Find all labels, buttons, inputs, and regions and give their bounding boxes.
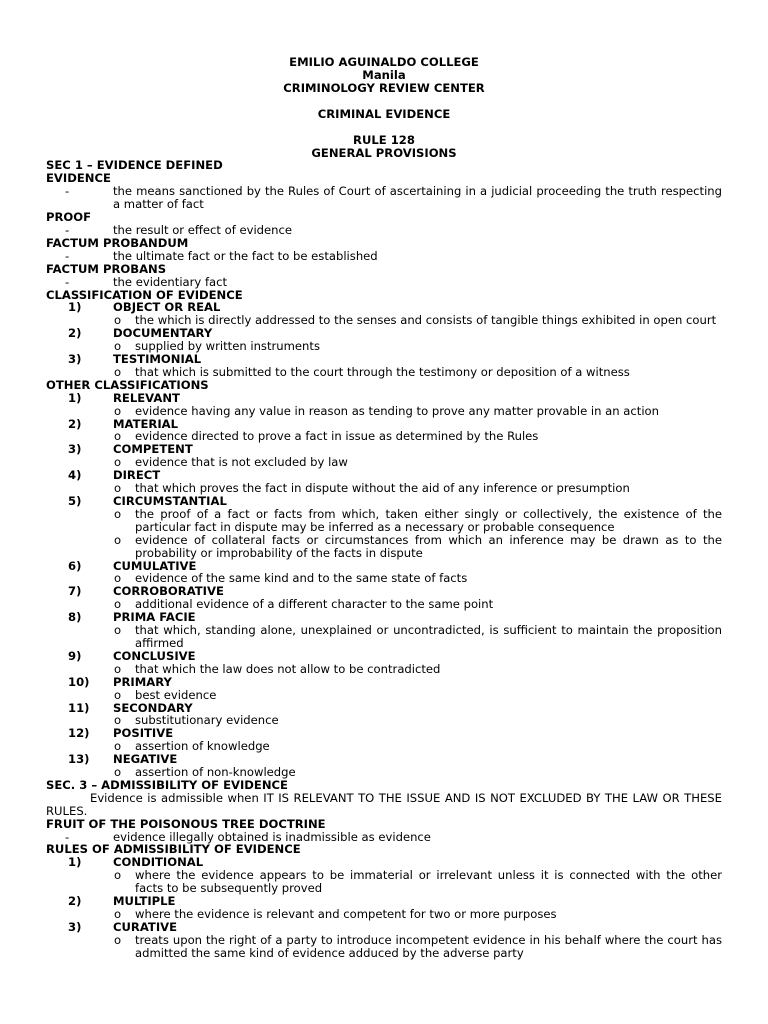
sec3-paragraph: Evidence is admissible when IT IS RELEVANT TO THE ISSUE AND IS NOT EXCLUDED BY THE LAW OR THESE RULES. — [46, 790, 722, 818]
sub-bullet-text: assertion of knowledge — [135, 739, 270, 754]
sub-bullet-text: treats upon the right of a party to introduce incompetent evidence in his behalf where the court has admitted the same kind of evidence adduced by the adverse party — [135, 932, 722, 960]
sub-bullet-item — [46, 869, 722, 895]
sub-bullet-text: evidence of collateral facts or circumstances from which an inference may be drawn as to the probability or improbability of the facts in dispute — [135, 532, 722, 560]
item-name: MULTIPLE — [113, 894, 176, 909]
dash-marker: - — [65, 274, 70, 289]
item-number: 4) — [68, 468, 82, 483]
item-name: POSITIVE — [113, 726, 174, 741]
sub-bullet-text: substitutionary evidence — [135, 713, 279, 728]
item-name: NEGATIVE — [113, 752, 178, 767]
item-name: PRIMA FACIE — [113, 610, 196, 625]
item-name: TESTIMONIAL — [113, 352, 202, 367]
item-name: CURATIVE — [113, 919, 178, 934]
term-factum-probandum: FACTUM PROBANDUM — [46, 235, 189, 250]
sec3-heading: SEC. 3 – ADMISSIBILITY OF EVIDENCE — [46, 777, 288, 792]
bullet-marker: o — [114, 571, 122, 586]
item-number: 1) — [68, 390, 82, 405]
item-name: CONCLUSIVE — [113, 648, 196, 663]
term-factum-probans: FACTUM PROBANS — [46, 261, 167, 276]
sub-bullet-item — [46, 624, 722, 650]
classification-list — [46, 301, 722, 378]
item-number: 2) — [68, 416, 82, 431]
rule-number: RULE 128 — [353, 132, 415, 147]
other-classifications-heading: OTHER CLASSIFICATIONS — [46, 377, 209, 392]
bullet-marker: o — [114, 506, 122, 521]
sub-bullet-text: that which is submitted to the court through the testimony or deposition of a witness — [135, 364, 630, 379]
sub-bullet-item — [46, 934, 722, 960]
sub-bullet-text: that which the law does not allow to be contradicted — [135, 661, 441, 676]
sub-bullet-text: best evidence — [135, 687, 217, 702]
item-name: SECONDARY — [113, 700, 193, 715]
sub-bullet-text: the proof of a fact or facts from which, taken either singly or collectively, the existence of the particular fact in dispute may be inferred as a necessary or probable consequence — [135, 506, 722, 534]
bullet-marker: o — [114, 339, 122, 354]
item-name: CORROBORATIVE — [113, 584, 224, 599]
dash-marker: - — [65, 829, 70, 844]
item-name: CONDITIONAL — [113, 855, 204, 870]
bullet-marker: o — [114, 687, 122, 702]
fruit-doctrine-heading: FRUIT OF THE POISONOUS TREE DOCTRINE — [46, 816, 326, 831]
bullet-marker: o — [114, 403, 122, 418]
bullet-marker: o — [114, 455, 122, 470]
item-number: 10) — [68, 674, 90, 689]
rule-title: GENERAL PROVISIONS — [311, 145, 457, 160]
city-name: Manila — [362, 67, 406, 82]
dash-marker: - — [65, 184, 70, 199]
bullet-marker: o — [114, 364, 122, 379]
item-number: 2) — [68, 894, 82, 909]
sub-bullet-text: where the evidence appears to be immaterial or irrelevant unless it is connected with the other facts to be subsequently proved — [135, 868, 722, 896]
item-name: RELEVANT — [113, 390, 180, 405]
definition-text: the ultimate fact or the fact to be established — [113, 248, 378, 263]
sub-bullet-text: assertion of non-knowledge — [135, 765, 296, 780]
sec1-heading: SEC 1 – EVIDENCE DEFINED — [46, 158, 223, 173]
item-name: CUMULATIVE — [113, 558, 197, 573]
definition-proof — [46, 224, 722, 237]
college-name: EMILIO AGUINALDO COLLEGE — [289, 55, 479, 69]
dash-marker: - — [65, 248, 70, 263]
sub-bullet-text: supplied by written instruments — [135, 339, 320, 354]
rules-admissibility-heading: RULES OF ADMISSIBILITY OF EVIDENCE — [46, 842, 301, 857]
sub-bullet-text: where the evidence is relevant and competent for two or more purposes — [135, 907, 557, 921]
sub-bullet-text: that which proves the fact in dispute without the aid of any inference or presumption — [135, 481, 630, 496]
sub-bullet-item — [46, 534, 722, 560]
item-number: 13) — [68, 752, 90, 767]
item-number: 3) — [68, 352, 82, 367]
definition-text: the evidentiary fact — [113, 274, 228, 289]
bullet-marker: o — [114, 429, 122, 444]
item-name: OBJECT OR REAL — [113, 300, 221, 315]
definition-evidence — [46, 185, 722, 211]
sub-bullet-item — [46, 366, 722, 379]
sub-bullet-text: evidence that is not excluded by law — [135, 455, 348, 470]
item-number: 3) — [68, 442, 82, 457]
bullet-marker: o — [114, 765, 122, 780]
bullet-marker: o — [114, 481, 122, 496]
item-number: 12) — [68, 726, 90, 741]
bullet-marker: o — [114, 932, 122, 947]
sub-bullet-text: additional evidence of a different character to the same point — [135, 597, 494, 612]
subject-title: CRIMINAL EVIDENCE — [317, 106, 451, 121]
definition-text: the result or effect of evidence — [113, 222, 293, 237]
item-number: 3) — [68, 919, 82, 934]
sub-bullet-text: evidence having any value in reason as tending to prove any matter provable in an action — [135, 403, 659, 418]
bullet-marker: o — [114, 597, 122, 612]
definition-factum-probandum — [46, 250, 722, 263]
sub-bullet-item — [46, 508, 722, 534]
bullet-marker: o — [114, 868, 122, 883]
bullet-marker: o — [114, 907, 122, 921]
bullet-marker: o — [114, 532, 122, 547]
item-number: 5) — [68, 494, 82, 508]
bullet-marker: o — [114, 661, 122, 676]
item-number: 11) — [68, 700, 90, 715]
definition-text: the means sanctioned by the Rules of Court of ascertaining in a judicial proceeding the truth respecting a matter of fact — [113, 184, 722, 212]
sub-bullet-item — [46, 766, 722, 779]
item-number: 1) — [68, 300, 82, 315]
item-number: 2) — [68, 326, 82, 341]
item-number: 9) — [68, 648, 82, 663]
sub-bullet-text: evidence of the same kind and to the same state of facts — [135, 571, 468, 586]
bullet-marker: o — [114, 623, 122, 638]
rules-admissibility-list — [46, 856, 722, 959]
definition-fruit-doctrine — [46, 831, 722, 844]
review-center-name: CRIMINOLOGY REVIEW CENTER — [283, 80, 485, 95]
item-name: MATERIAL — [113, 416, 179, 431]
item-name: PRIMARY — [113, 674, 172, 689]
other-classifications-list — [46, 392, 722, 779]
definition-text: evidence illegally obtained is inadmissible as evidence — [113, 829, 431, 844]
bullet-marker: o — [114, 713, 122, 728]
item-number: 8) — [68, 610, 82, 625]
classification-heading: CLASSIFICATION OF EVIDENCE — [46, 287, 243, 302]
sub-bullet-text: evidence directed to prove a fact in issue as determined by the Rules — [135, 429, 539, 444]
dash-marker: - — [65, 222, 70, 237]
item-name: DOCUMENTARY — [113, 326, 213, 341]
term-evidence: EVIDENCE — [46, 171, 111, 186]
document-page — [46, 56, 722, 960]
sub-bullet-text: that which, standing alone, unexplained or uncontradicted, is sufficient to maintain the proposition affirmed — [135, 623, 722, 650]
definition-factum-probans — [46, 276, 722, 289]
sub-bullet-text: the which is directly addressed to the senses and consists of tangible things exhibited in open court — [135, 313, 717, 328]
item-number: 1) — [68, 855, 82, 870]
term-proof: PROOF — [46, 210, 92, 225]
bullet-marker: o — [114, 739, 122, 754]
bullet-marker: o — [114, 313, 122, 328]
item-number: 6) — [68, 558, 82, 573]
item-name: COMPETENT — [113, 442, 193, 457]
item-name: DIRECT — [113, 468, 161, 483]
item-name: CIRCUMSTANTIAL — [113, 494, 227, 508]
item-number: 7) — [68, 584, 82, 599]
